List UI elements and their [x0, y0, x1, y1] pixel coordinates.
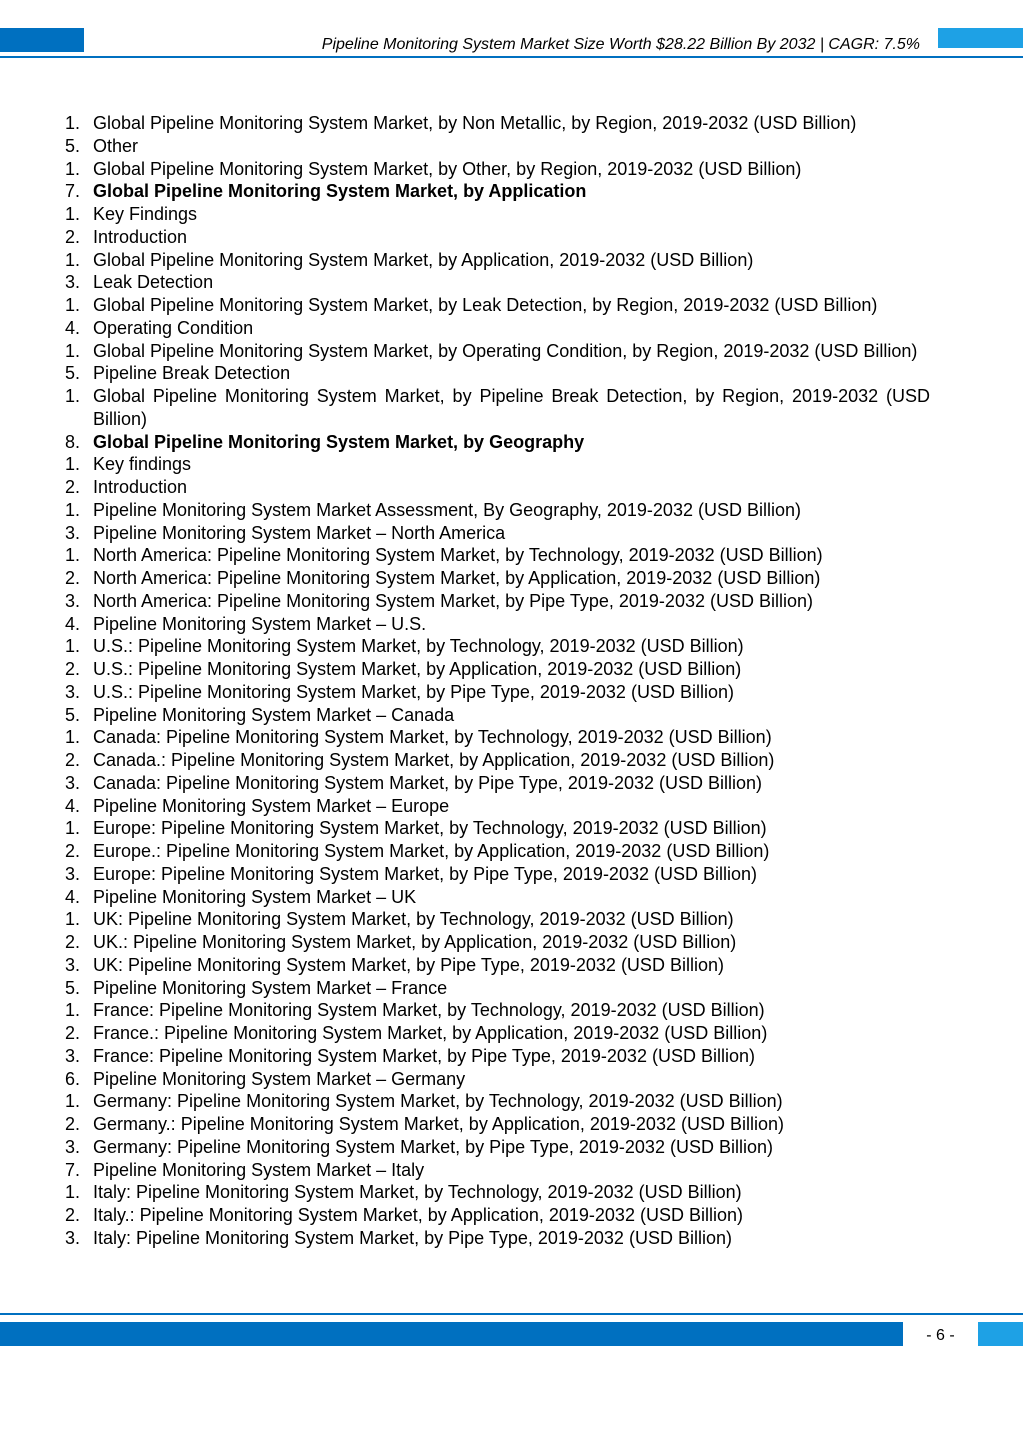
toc-entry [0, 749, 1023, 772]
toc-entry-number: 5. [64, 135, 80, 156]
toc-entry-text: Europe.: Pipeline Monitoring System Market, by Application, 2019-2032 (USD Billion) [93, 841, 770, 861]
toc-entry [0, 317, 1023, 340]
toc-entry-text: North America: Pipeline Monitoring System Market, by Application, 2019-2032 (USD Billion) [93, 568, 821, 588]
toc-entry-number: 2. [64, 1023, 80, 1043]
toc-entry [0, 135, 1023, 158]
toc-entry-text: Pipeline Monitoring System Market – Germany [93, 1068, 466, 1089]
toc-entry-number: 7. [64, 181, 80, 202]
toc-entry-number: 3. [64, 1045, 80, 1066]
toc-entry [0, 522, 1023, 545]
toc-entry-text: France.: Pipeline Monitoring System Market, by Application, 2019-2032 (USD Billion) [93, 1023, 768, 1043]
toc-entry-number: 3. [64, 1227, 80, 1248]
toc-entry-text: Introduction [93, 226, 188, 247]
toc-entry [0, 931, 1023, 954]
toc-entry-text: Pipeline Break Detection [93, 363, 291, 384]
toc-entry [0, 658, 1023, 681]
table-of-contents [0, 112, 1023, 1250]
toc-entry-number: 1. [64, 1000, 80, 1021]
toc-entry-number: 1. [64, 340, 80, 361]
toc-entry-text: Key findings [93, 454, 192, 475]
toc-entry-text: UK.: Pipeline Monitoring System Market, by Application, 2019-2032 (USD Billion) [93, 932, 737, 952]
toc-entry-text: Germany.: Pipeline Monitoring System Market, by Application, 2019-2032 (USD Billion) [93, 1114, 784, 1134]
header-accent-right [938, 28, 1023, 48]
toc-entry-number: 4. [64, 317, 80, 338]
toc-entry-number: 1. [64, 909, 80, 930]
toc-entry-text: Pipeline Monitoring System Market – France [93, 977, 448, 998]
toc-entry-text: Global Pipeline Monitoring System Market, by Leak Detection, by Region, 2019-2032 (USD Billion) [93, 295, 878, 315]
toc-entry [0, 999, 1023, 1022]
toc-entry [0, 681, 1023, 704]
toc-entry [0, 203, 1023, 226]
toc-entry [0, 340, 1023, 363]
toc-entry-text: Europe: Pipeline Monitoring System Market, by Technology, 2019-2032 (USD Billion) [93, 818, 767, 839]
toc-entry [0, 863, 1023, 886]
toc-entry-number: 6. [64, 1068, 80, 1089]
toc-entry-number: 3. [64, 681, 80, 702]
footer-bar [0, 1322, 903, 1346]
toc-entry-number: 1. [64, 204, 80, 224]
toc-entry-text: Global Pipeline Monitoring System Market, by Other, by Region, 2019-2032 (USD Billion) [93, 158, 802, 179]
toc-entry-number: 5. [64, 363, 80, 384]
toc-entry-text: North America: Pipeline Monitoring System Market, by Pipe Type, 2019-2032 (USD Billion) [93, 590, 813, 611]
toc-entry-number: 3. [64, 522, 80, 543]
toc-entry-text: U.S.: Pipeline Monitoring System Market, by Application, 2019-2032 (USD Billion) [93, 659, 742, 679]
toc-entry-text: UK: Pipeline Monitoring System Market, by Technology, 2019-2032 (USD Billion) [93, 909, 734, 930]
toc-entry-text: Canada.: Pipeline Monitoring System Market, by Application, 2019-2032 (USD Billion) [93, 750, 775, 770]
footer-accent-right [978, 1322, 1023, 1346]
toc-entry-number: 3. [64, 590, 80, 611]
toc-entry-number: 2. [64, 841, 80, 861]
toc-entry-number: 3. [64, 954, 80, 975]
toc-entry-number: 2. [64, 1114, 80, 1134]
toc-entry-text: Italy: Pipeline Monitoring System Market, by Technology, 2019-2032 (USD Billion) [93, 1182, 742, 1203]
toc-entry-text: Other [93, 135, 139, 156]
toc-entry-text: Key Findings [93, 204, 198, 224]
toc-entry [0, 590, 1023, 613]
toc-entry-number: 1. [64, 295, 80, 315]
toc-entry [0, 1022, 1023, 1045]
toc-entry-text: Pipeline Monitoring System Market – UK [93, 886, 417, 907]
toc-entry-number: 1. [64, 499, 80, 520]
toc-entry-text: France: Pipeline Monitoring System Market, by Pipe Type, 2019-2032 (USD Billion) [93, 1045, 755, 1066]
toc-entry-text: Canada: Pipeline Monitoring System Market, by Technology, 2019-2032 (USD Billion) [93, 727, 772, 748]
toc-entry-number: 2. [64, 568, 80, 588]
toc-entry [0, 817, 1023, 840]
toc-entry [0, 249, 1023, 272]
toc-entry [0, 1068, 1023, 1091]
toc-entry-text: Global Pipeline Monitoring System Market, by Application, 2019-2032 (USD Billion) [93, 249, 754, 270]
toc-entry-number: 2. [64, 477, 80, 497]
toc-entry [0, 772, 1023, 795]
toc-entry-number: 1. [64, 386, 80, 406]
toc-entry-number: 1. [64, 1091, 80, 1112]
header-rule [0, 56, 1023, 58]
toc-entry-text: Canada: Pipeline Monitoring System Market, by Pipe Type, 2019-2032 (USD Billion) [93, 772, 763, 793]
toc-entry-number: 3. [64, 863, 80, 884]
toc-entry-text: Introduction [93, 477, 188, 497]
toc-entry [0, 476, 1023, 499]
toc-section-heading [0, 180, 1023, 203]
toc-entry-number: 7. [64, 1159, 80, 1180]
toc-entry [0, 453, 1023, 476]
toc-entry-number: 1. [64, 727, 80, 748]
toc-entry-text: Leak Detection [93, 272, 214, 293]
toc-entry-text: UK: Pipeline Monitoring System Market, by Pipe Type, 2019-2032 (USD Billion) [93, 954, 724, 975]
toc-entry-number: 3. [64, 272, 80, 293]
toc-entry [0, 499, 1023, 522]
footer-rule [0, 1313, 1023, 1315]
toc-entry-text: Pipeline Monitoring System Market Assessment, By Geography, 2019-2032 (USD Billion) [93, 499, 801, 520]
header-title: Pipeline Monitoring System Market Size Worth $28.22 Billion By 2032 | CAGR: 7.5% [321, 36, 920, 53]
toc-entry [0, 158, 1023, 181]
toc-entry [0, 908, 1023, 931]
toc-entry-text: Europe: Pipeline Monitoring System Market, by Pipe Type, 2019-2032 (USD Billion) [93, 863, 757, 884]
toc-entry [0, 840, 1023, 863]
toc-entry-number: 3. [64, 1136, 80, 1157]
toc-entry-text: Global Pipeline Monitoring System Market, by Non Metallic, by Region, 2019-2032 (USD Billion) [93, 113, 857, 133]
toc-entry-number: 1. [64, 113, 80, 133]
toc-entry-number: 4. [64, 795, 80, 816]
toc-entry [0, 886, 1023, 909]
toc-entry-number: 1. [64, 818, 80, 839]
toc-entry-number: 2. [64, 659, 80, 679]
toc-entry [0, 954, 1023, 977]
toc-entry [0, 1181, 1023, 1204]
toc-entry-text: North America: Pipeline Monitoring System Market, by Technology, 2019-2032 (USD Billion) [93, 545, 823, 566]
toc-entry-number: 2. [64, 226, 80, 247]
page-number: - 6 - [926, 1327, 955, 1344]
toc-entry [0, 567, 1023, 590]
toc-entry-text: Italy.: Pipeline Monitoring System Market, by Application, 2019-2032 (USD Billion) [93, 1205, 743, 1225]
toc-entry [0, 704, 1023, 727]
toc-entry-text: Global Pipeline Monitoring System Market, by Pipeline Break Detection, by Region, 2019-2032 (USD Billion) [93, 386, 930, 429]
toc-entry-number: 8. [64, 431, 80, 452]
header-accent-left [0, 28, 84, 52]
toc-entry [0, 1045, 1023, 1068]
toc-entry [0, 544, 1023, 567]
toc-entry-number: 1. [64, 1182, 80, 1203]
toc-entry-text: Pipeline Monitoring System Market – Italy [93, 1159, 425, 1180]
toc-entry-text: Italy: Pipeline Monitoring System Market, by Pipe Type, 2019-2032 (USD Billion) [93, 1227, 732, 1248]
toc-entry [0, 726, 1023, 749]
toc-entry [0, 294, 1023, 317]
toc-entry-number: 4. [64, 613, 80, 634]
toc-entry [0, 1090, 1023, 1113]
toc-entry [0, 226, 1023, 249]
toc-entry-text: Pipeline Monitoring System Market – Europe [93, 795, 450, 816]
toc-entry-text: France: Pipeline Monitoring System Market, by Technology, 2019-2032 (USD Billion) [93, 1000, 765, 1021]
toc-entry-text: Global Pipeline Monitoring System Market, by Operating Condition, by Region, 2019-2032 (USD Billion) [93, 340, 918, 361]
toc-entry [0, 1159, 1023, 1182]
toc-entry-text: Operating Condition [93, 317, 254, 338]
toc-entry [0, 112, 1023, 135]
toc-entry-number: 3. [64, 772, 80, 793]
toc-entry-text: U.S.: Pipeline Monitoring System Market, by Pipe Type, 2019-2032 (USD Billion) [93, 681, 734, 702]
toc-entry-text: Pipeline Monitoring System Market – U.S. [93, 613, 427, 634]
toc-entry-text: Global Pipeline Monitoring System Market, by Geography [93, 431, 585, 452]
toc-entry-number: 1. [64, 454, 80, 475]
toc-entry-number: 1. [64, 636, 80, 657]
toc-entry [0, 362, 1023, 385]
toc-entry [0, 1204, 1023, 1227]
toc-entry-number: 1. [64, 545, 80, 566]
toc-entry-number: 2. [64, 932, 80, 952]
toc-entry-number: 5. [64, 977, 80, 998]
toc-section-heading [0, 431, 1023, 454]
toc-entry [0, 635, 1023, 658]
toc-entry-number: 4. [64, 886, 80, 907]
toc-entry [0, 977, 1023, 1000]
toc-entry-text: Germany: Pipeline Monitoring System Market, by Pipe Type, 2019-2032 (USD Billion) [93, 1136, 773, 1157]
toc-entry [0, 385, 1023, 431]
toc-entry [0, 1227, 1023, 1250]
toc-entry-text: Germany: Pipeline Monitoring System Market, by Technology, 2019-2032 (USD Billion) [93, 1091, 783, 1112]
toc-entry-number: 5. [64, 704, 80, 725]
toc-entry [0, 1113, 1023, 1136]
toc-entry-number: 2. [64, 750, 80, 770]
toc-entry-number: 1. [64, 158, 80, 179]
toc-entry-text: Pipeline Monitoring System Market – Canada [93, 704, 455, 725]
toc-entry-text: Pipeline Monitoring System Market – North America [93, 522, 506, 543]
toc-entry [0, 271, 1023, 294]
toc-entry-number: 2. [64, 1205, 80, 1225]
toc-entry-text: U.S.: Pipeline Monitoring System Market, by Technology, 2019-2032 (USD Billion) [93, 636, 744, 657]
toc-entry [0, 613, 1023, 636]
toc-entry-number: 1. [64, 249, 80, 270]
toc-entry-text: Global Pipeline Monitoring System Market, by Application [93, 181, 587, 202]
toc-entry [0, 1136, 1023, 1159]
toc-entry [0, 795, 1023, 818]
